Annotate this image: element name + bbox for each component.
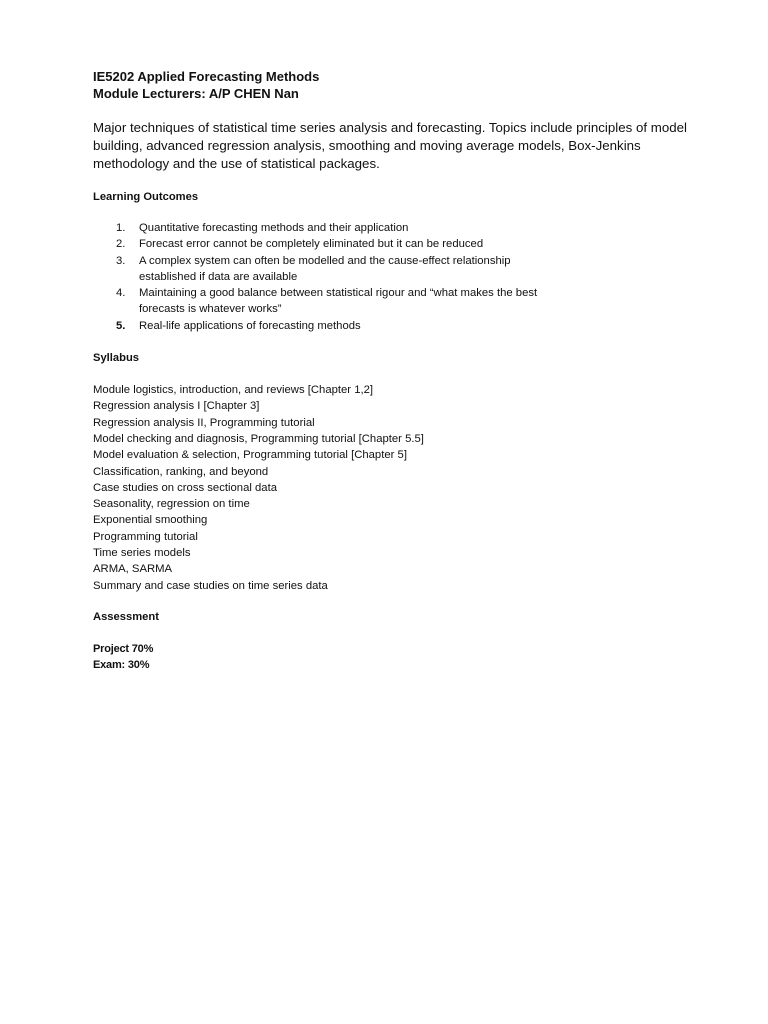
syllabus-item: Classification, ranking, and beyond xyxy=(93,465,269,478)
assessment-heading: Assessment xyxy=(93,610,159,623)
outcome-item xyxy=(93,318,559,334)
assessment-project: Project 70% xyxy=(93,642,154,655)
outcome-item xyxy=(93,220,559,236)
outcome-item xyxy=(93,285,559,318)
syllabus-item: ARMA, SARMA xyxy=(93,563,173,576)
outcome-text: Real-life applications of forecasting methods xyxy=(139,319,361,332)
outcome-text: Maintaining a good balance between statistical rigour and “what makes the best forecasts is whatever works” xyxy=(139,287,538,316)
outcome-number: 1. xyxy=(116,222,126,234)
syllabus-item: Module logistics, introduction, and reviews [Chapter 1,2] xyxy=(93,384,374,397)
syllabus-heading: Syllabus xyxy=(93,352,140,365)
outcome-number: 4. xyxy=(116,287,126,300)
syllabus-item: Regression analysis II, Programming tutorial xyxy=(93,416,315,429)
outcome-number: 2. xyxy=(116,238,126,251)
document-page xyxy=(93,68,693,674)
outcome-text: Forecast error cannot be completely eliminated but it can be reduced xyxy=(139,238,484,251)
syllabus-item: Model evaluation & selection, Programming tutorial [Chapter 5] xyxy=(93,449,407,462)
syllabus-item: Model checking and diagnosis, Programming tutorial [Chapter 5.5] xyxy=(93,432,424,445)
syllabus-item: Time series models xyxy=(93,547,191,560)
syllabus-item: Programming tutorial xyxy=(93,530,198,543)
syllabus-list xyxy=(93,382,693,594)
syllabus-item: Regression analysis I [Chapter 3] xyxy=(93,400,260,413)
learning-outcomes-list xyxy=(93,220,693,334)
outcome-item xyxy=(93,253,559,286)
assessment-list xyxy=(93,641,693,674)
outcome-number: 5. xyxy=(116,319,126,332)
module-description: Major techniques of statistical time series analysis and forecasting. Topics include principles of model building, advanced regression analysis, smoothing and moving average models, Box-Jenkins methodology and the use of statistical packages. xyxy=(93,120,687,171)
syllabus-item: Case studies on cross sectional data xyxy=(93,481,277,494)
syllabus-item: Seasonality, regression on time xyxy=(93,498,250,511)
syllabus-item: Summary and case studies on time series data xyxy=(93,579,328,592)
outcome-text: A complex system can often be modelled and the cause-effect relationship established if data are available xyxy=(139,254,511,283)
syllabus-item: Exponential smoothing xyxy=(93,514,208,527)
outcome-text: Quantitative forecasting methods and their application xyxy=(139,222,409,234)
module-lecturers: Module Lecturers: A/P CHEN Nan xyxy=(93,86,299,101)
outcome-number: 3. xyxy=(116,254,126,267)
assessment-exam: Exam: 30% xyxy=(93,659,150,672)
learning-outcomes-heading: Learning Outcomes xyxy=(93,191,199,203)
module-title: IE5202 Applied Forecasting Methods xyxy=(93,69,320,84)
outcome-item xyxy=(93,236,559,252)
